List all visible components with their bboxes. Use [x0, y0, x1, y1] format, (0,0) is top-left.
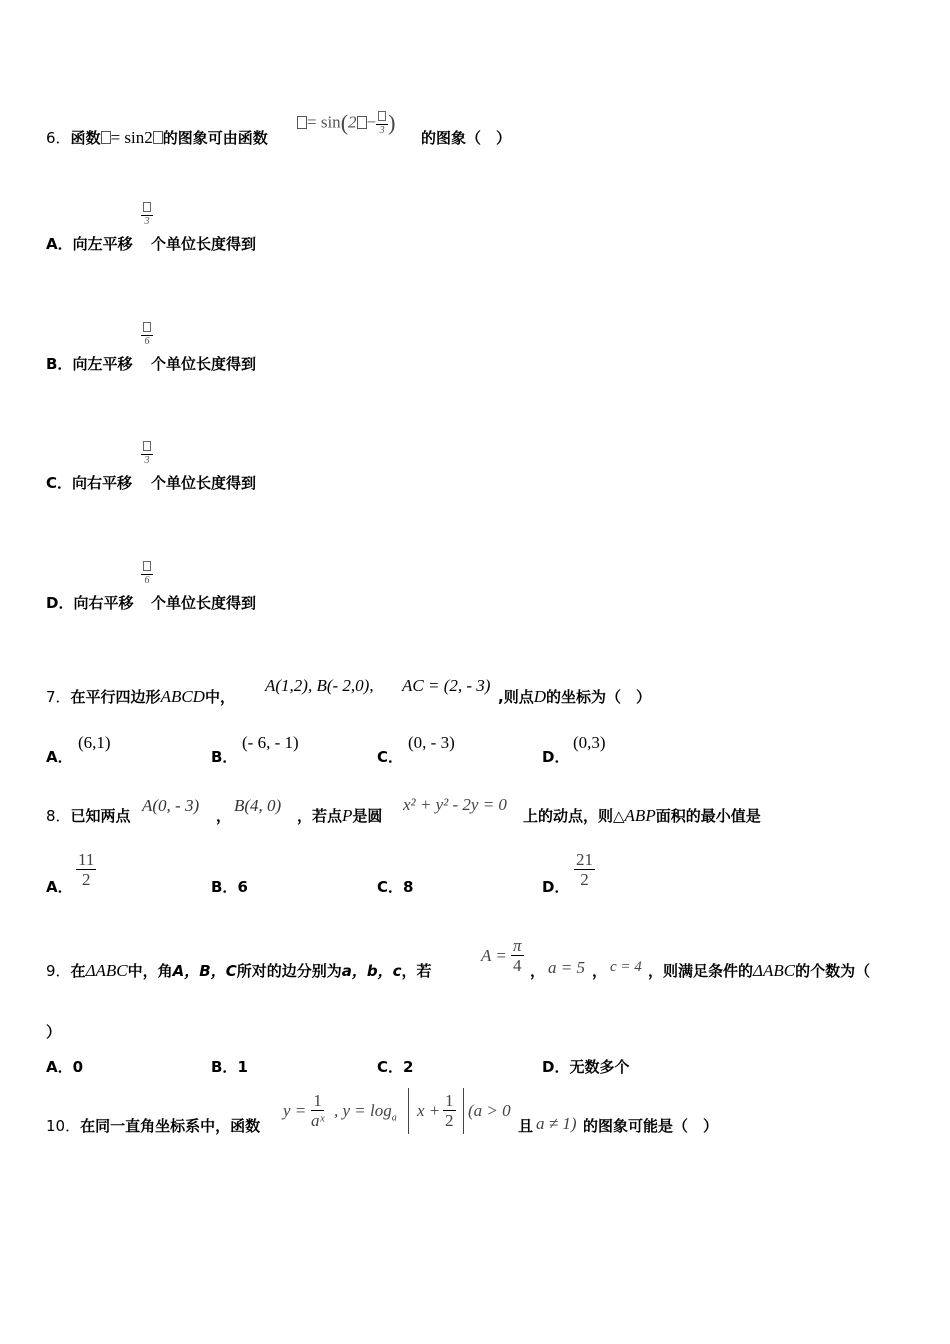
q6-option-d[interactable]: D．向右平移 [46, 594, 134, 612]
q7-option-c-value: (0, - 3) [408, 733, 455, 752]
placeholder-box [143, 202, 151, 212]
q10-number: 10． [46, 1117, 81, 1135]
q7-option-b-label[interactable]: B． [211, 748, 238, 766]
q7-stem: 7．在平行四边形ABCD中， [46, 687, 235, 706]
q8-option-a-label[interactable]: A． [46, 878, 73, 896]
q9-number: 9． [46, 962, 71, 980]
q7-option-d-value: (0,3) [573, 733, 606, 752]
q6-option-d-suffix: 个单位长度得到 [151, 594, 257, 612]
q9-angle-lhs: A = [481, 946, 507, 965]
q9-a-value: a = 5 [548, 958, 585, 977]
right-paren: ) [388, 110, 396, 135]
q7-option-d-label[interactable]: D． [542, 748, 570, 766]
q6-option-a-fraction: 3 [141, 202, 153, 227]
q10-x-plus: x + [417, 1101, 441, 1120]
q8-option-b[interactable]: B．6 [211, 878, 248, 896]
q6-option-b[interactable]: B．向左平移 [46, 355, 133, 373]
q8-option-a-fraction: $\frac{11}{2}$ [78, 850, 95, 889]
q6-func2: = sin(2 − 3 ) [297, 110, 395, 136]
q7-option-c-label[interactable]: C． [377, 748, 404, 766]
q7-number: 7． [46, 688, 71, 706]
q8-option-d-fraction: $\frac{21}{2}$ [576, 850, 593, 889]
q6-option-a-suffix: 个单位长度得到 [151, 235, 257, 253]
q9-sep1: ， [530, 962, 546, 980]
q6-option-a[interactable]: A．向左平移 [46, 235, 133, 253]
q6-option-c-suffix: 个单位长度得到 [151, 474, 257, 492]
q7-option-a-label[interactable]: A． [46, 748, 73, 766]
q10-stem: 10．在同一直角坐标系中，函数 [46, 1117, 261, 1135]
q8-stem: 8．已知两点 [46, 807, 131, 825]
placeholder-box [153, 131, 163, 144]
q10-condition-b: a ≠ 1) [536, 1114, 577, 1133]
q9-close-paren: ） [46, 1023, 62, 1041]
q10-reciprocal-fraction: $\frac{1}{\text{aˣ}}$ [311, 1091, 325, 1130]
q7-vector: AC = (2, - 3) [402, 676, 491, 695]
q8-stem-mid: ，若点P是圆 [297, 806, 383, 825]
q10-right-bracket [463, 1088, 464, 1134]
q9-angle-fraction: $\frac{\pi}{4}$ [513, 936, 522, 975]
q6-text-c: 的图象（ ） [421, 129, 512, 147]
q8-point-b: B(4, 0) [234, 796, 282, 815]
q9-option-b[interactable]: B．1 [211, 1058, 248, 1076]
q9-stem-tail: ，则满足条件的ΔABC的个数为（ [648, 961, 871, 980]
q8-stem-tail: 上的动点，则△ABP面积的最小值是 [523, 806, 761, 825]
q10-left-bracket [408, 1088, 409, 1134]
placeholder-box [378, 111, 386, 121]
placeholder-box [143, 441, 151, 451]
q9-option-a[interactable]: A．0 [46, 1058, 84, 1076]
q6-option-b-suffix: 个单位长度得到 [151, 355, 257, 373]
q8-number: 8． [46, 807, 71, 825]
q6-option-d-fraction: 6 [141, 561, 153, 586]
q10-y2-log: , $y = \log_a$ [334, 1101, 397, 1124]
q10-stem-tail: 的图象可能是（ ） [583, 1117, 719, 1135]
q9-option-d[interactable]: D．无数多个 [542, 1058, 630, 1076]
pi-over-3-fraction: 3 [376, 111, 388, 136]
q10-half-fraction: $\frac{1}{2}$ [445, 1091, 454, 1130]
placeholder-box [357, 116, 367, 129]
q6-number: 6． [46, 129, 71, 147]
placeholder-box [143, 322, 151, 332]
q10-y1: y = [283, 1101, 307, 1120]
q8-option-c[interactable]: C．8 [377, 878, 414, 896]
q9-c-value: c = 4 [610, 959, 642, 975]
placeholder-box [101, 131, 111, 144]
q7-option-a-value: (6,1) [78, 733, 111, 752]
q8-point-a: A(0, - 3) [142, 796, 200, 815]
q10-and: 且 [518, 1117, 534, 1135]
q8-option-d-label[interactable]: D． [542, 878, 570, 896]
q8-sep: ， [216, 807, 232, 825]
q6-stem [46, 127, 268, 148]
q9-sep2: ， [592, 962, 608, 980]
q7-stem-tail: ,则点D的坐标为（ ） [498, 687, 651, 706]
q6-func1: = sin2 [110, 128, 153, 147]
q7-option-b-value: (- 6, - 1) [242, 733, 299, 752]
q8-circle-equation: x² + y² - 2y = 0 [403, 795, 507, 814]
q6-option-c[interactable]: C．向右平移 [46, 474, 133, 492]
q6-text-b: 的图象可由函数 [162, 129, 268, 147]
q7-points: A(1,2), B(- 2,0), [265, 676, 374, 695]
placeholder-box [143, 561, 151, 571]
placeholder-box [297, 116, 307, 129]
q10-condition-a: (a > 0 [468, 1101, 511, 1120]
q9-stem: 9．在ΔABC中，角A，B，C所对的边分别为a，b，c，若 [46, 961, 432, 980]
q6-text-a: 函数 [70, 129, 101, 147]
q6-option-b-fraction: 6 [141, 322, 153, 347]
q6-option-c-fraction: 3 [141, 441, 153, 466]
q9-option-c[interactable]: C．2 [377, 1058, 414, 1076]
left-paren: ( [340, 110, 349, 135]
